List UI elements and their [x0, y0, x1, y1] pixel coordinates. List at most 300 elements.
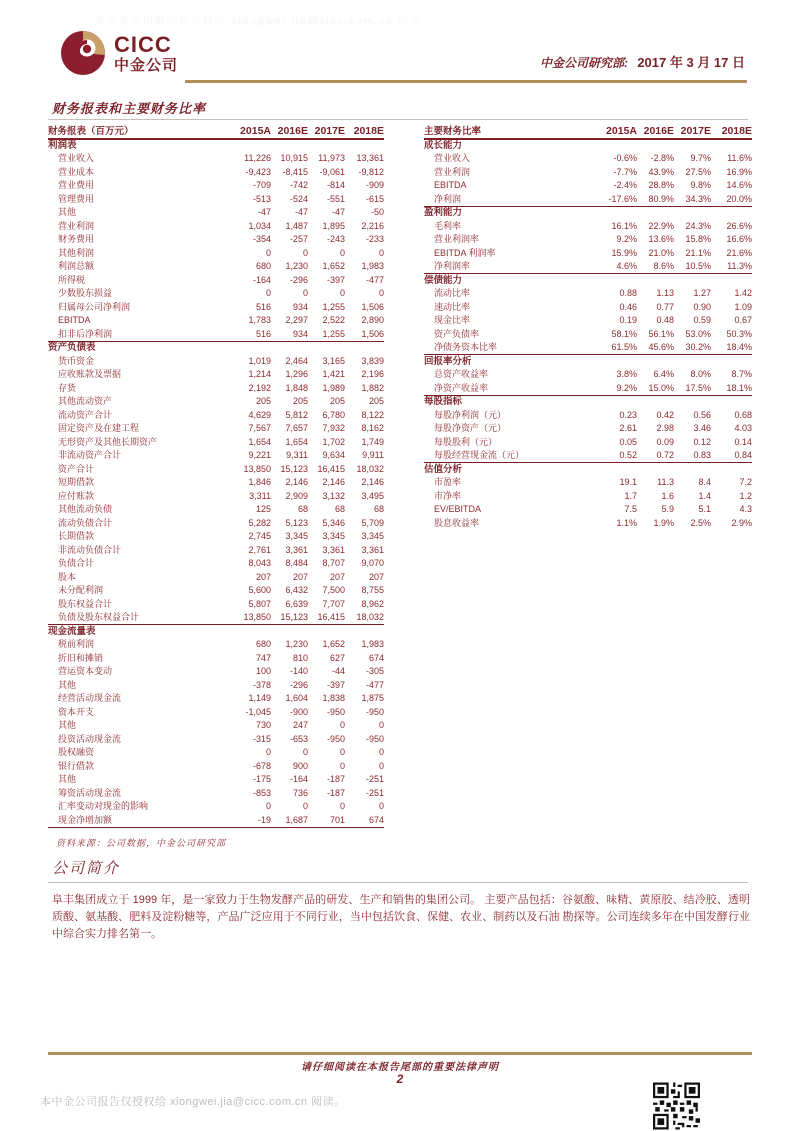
cell-value: 0	[378, 720, 384, 731]
row-label: 折旧和摊销	[58, 652, 104, 663]
right-table-body	[424, 125, 752, 530]
cell-value: -187	[326, 774, 345, 785]
row-label: 营业利润	[58, 220, 95, 231]
row-label: 现金净增加额	[58, 814, 113, 825]
cell-value: 16.1%	[611, 220, 637, 231]
cell-value: 207	[329, 571, 345, 582]
row-label: 货币资金	[58, 355, 95, 366]
cell-value: 6,780	[322, 409, 345, 420]
cell-value: -305	[365, 666, 384, 677]
cell-value: -175	[252, 774, 271, 785]
cell-value: 3,311	[249, 490, 271, 501]
cell-value: 7,567	[248, 423, 271, 434]
table-row	[424, 220, 752, 234]
cell-value: 1.4	[698, 490, 711, 501]
cell-value: 11.3	[657, 477, 674, 488]
cell-value: 1,230	[285, 261, 308, 272]
row-label: 股东权益合计	[58, 598, 113, 609]
row-label: 固定资产及在建工程	[58, 423, 140, 434]
cell-value: 0.14	[734, 436, 752, 447]
table-row	[48, 233, 384, 247]
cell-value: 18.4%	[726, 342, 752, 352]
cell-value: 10,915	[280, 153, 308, 164]
cell-value: 1,230	[285, 639, 308, 650]
section-header-row	[424, 463, 752, 477]
cell-value: 0.72	[656, 450, 674, 460]
row-label: 营运资本变动	[58, 666, 113, 677]
cell-value: -9,061	[319, 166, 345, 177]
cell-value: 1,882	[361, 382, 384, 393]
table-row	[48, 517, 384, 531]
row-label: 未分配利润	[58, 585, 104, 596]
section-header-row	[424, 206, 752, 220]
table-row	[424, 517, 752, 531]
cicc-logo-icon	[60, 30, 106, 76]
row-label: 每股经营现金流（元）	[434, 450, 525, 460]
cell-value: 7,707	[322, 598, 345, 609]
cell-value: 0.83	[693, 450, 711, 460]
table-row	[424, 409, 752, 423]
cell-value: 1.13	[656, 288, 674, 299]
cell-value: 205	[329, 396, 345, 407]
cell-value: 2.5%	[690, 517, 711, 528]
row-label: 速动比率	[434, 301, 471, 312]
cell-value: -477	[365, 679, 384, 690]
cell-value: 18,032	[356, 463, 384, 474]
row-label: 其他	[58, 774, 77, 785]
row-label: 汇率变动对现金的影响	[58, 801, 149, 812]
row-label: EV/EBITDA	[434, 504, 482, 515]
cell-value: 7,500	[322, 585, 345, 596]
cell-value: 1.09	[734, 301, 752, 312]
cell-value: -678	[252, 760, 271, 771]
cell-value: -950	[326, 706, 345, 717]
cell-value: 1,895	[322, 220, 345, 231]
cell-value: 0	[378, 747, 384, 758]
cell-value: 15.0%	[648, 382, 674, 393]
table-row	[48, 490, 384, 504]
row-label: 总资产收益率	[434, 369, 489, 380]
cell-value: 0.23	[619, 409, 637, 420]
cell-value: 0	[339, 288, 345, 299]
cell-value: 0.09	[656, 436, 674, 447]
cell-value: 1,989	[322, 382, 345, 393]
row-label: 财务费用	[58, 234, 95, 245]
year-column-header: 2015A	[606, 125, 637, 137]
cell-value: 1,214	[248, 369, 271, 380]
table-row	[48, 706, 384, 720]
table-row	[48, 395, 384, 409]
cell-value: -397	[326, 274, 345, 285]
cell-value: 680	[255, 261, 271, 272]
cell-value: 13,850	[243, 612, 271, 622]
row-label: 净利润	[434, 193, 462, 204]
cell-value: 2,216	[361, 220, 384, 231]
row-label: 筹资活动现金流	[58, 787, 122, 798]
cell-value: 2,522	[322, 315, 345, 326]
cell-value: 6.4%	[653, 369, 674, 380]
cell-value: 26.6%	[726, 220, 752, 231]
cell-value: 0	[378, 801, 384, 812]
cell-value: 3,361	[322, 544, 345, 555]
table-row	[48, 301, 384, 315]
table-row	[424, 152, 752, 166]
table-row	[424, 260, 752, 274]
cell-value: -315	[252, 733, 271, 744]
cell-value: -513	[252, 193, 271, 204]
cell-value: 205	[368, 396, 384, 407]
table-row	[48, 530, 384, 544]
cell-value: 900	[292, 760, 308, 771]
cell-value: 0	[378, 247, 384, 258]
table-row	[424, 166, 752, 180]
cell-value: 0.42	[656, 409, 674, 420]
cell-value: 3,165	[322, 355, 345, 366]
cell-value: 4.03	[734, 423, 752, 434]
table-row	[48, 179, 384, 193]
table-row	[48, 193, 384, 207]
table-row	[48, 746, 384, 760]
table-row	[48, 287, 384, 301]
cell-value: -814	[326, 180, 345, 191]
cell-value: -909	[365, 180, 384, 191]
table-row	[48, 503, 384, 517]
cell-value: -1,045	[245, 706, 271, 717]
table-row	[48, 463, 384, 477]
table-row	[48, 409, 384, 423]
cell-value: 1,654	[248, 436, 271, 447]
table-row	[48, 665, 384, 679]
cell-value: 207	[368, 571, 384, 582]
cell-value: 0	[302, 747, 308, 758]
cell-value: 205	[292, 396, 308, 407]
section-name: 回报率分析	[424, 355, 472, 367]
cell-value: -257	[289, 234, 308, 245]
section-name: 现金流量表	[48, 625, 96, 637]
cell-value: -47	[294, 207, 308, 218]
cell-value: 1,034	[248, 220, 271, 231]
cell-value: 0	[302, 801, 308, 812]
table-row	[424, 233, 752, 247]
cell-value: -853	[252, 787, 271, 798]
cell-value: 0.19	[619, 315, 637, 326]
cell-value: -47	[257, 207, 271, 218]
table-header-row	[48, 125, 384, 139]
cell-value: 1,296	[285, 369, 308, 380]
table-row	[48, 436, 384, 450]
cell-value: 0	[265, 747, 271, 758]
cell-value: 0	[339, 720, 345, 731]
row-label: 利润总额	[58, 261, 95, 272]
cell-value: 1,749	[361, 436, 384, 447]
cell-value: 205	[255, 396, 271, 407]
cell-value: 8.7%	[731, 369, 752, 380]
cell-value: 20.0%	[726, 193, 752, 204]
cell-value: 1,846	[248, 477, 271, 488]
company-profile-body: 阜丰集团成立于 1999 年，是一家致力于生物发酵产品的研发、生产和销售的集团公司。 主要产品包括：谷氨酸、味精、黄原胶、结冷胶、透明质酸、氨基酸、肥料及淀粉糖等，产品广泛应用于不同行业，当中包括饮食、保健、农业、制药以及石油 勘探等。公司连续多年在中国发酵行业中综合实力排名第一。	[52, 894, 750, 941]
logo-cn-label: 中金公司	[114, 56, 179, 74]
cell-value: -296	[289, 274, 308, 285]
cell-value: 0	[265, 288, 271, 299]
table-row	[424, 179, 752, 193]
row-label: 资产负债率	[434, 328, 480, 339]
row-label: 非流动负债合计	[58, 544, 122, 555]
table-row	[48, 557, 384, 571]
cell-value: 9.8%	[690, 180, 711, 191]
cell-value: -7.7%	[613, 166, 637, 177]
section-name: 每股指标	[424, 396, 463, 408]
cell-value: 8,755	[361, 585, 384, 596]
table-row	[48, 598, 384, 612]
table-row	[48, 247, 384, 261]
cell-value: 10.5%	[685, 261, 711, 271]
logo-text	[114, 31, 179, 74]
cell-value: 9,311	[286, 450, 308, 461]
row-label: EBITDA 利润率	[434, 247, 496, 258]
cell-value: 0.46	[619, 301, 637, 312]
cell-value: 8,962	[361, 598, 384, 609]
cell-value: 0	[339, 247, 345, 258]
cell-value: -19	[257, 814, 271, 825]
cell-value: -17.6%	[608, 193, 637, 204]
table-row	[48, 260, 384, 274]
cell-value: 5,123	[285, 517, 308, 528]
cell-value: 2,297	[285, 315, 308, 326]
cell-value: 1,255	[322, 301, 345, 312]
page-number: 2	[396, 1072, 404, 1086]
row-label: 其他流动资产	[58, 396, 113, 407]
cell-value: 730	[255, 720, 271, 731]
cell-value: 6,432	[285, 585, 308, 596]
table-row	[48, 166, 384, 180]
cell-value: 2,745	[248, 531, 271, 542]
cell-value: 11.3%	[727, 261, 752, 271]
row-label: 负债合计	[58, 558, 95, 569]
table-row	[48, 760, 384, 774]
cell-value: 1,487	[285, 220, 308, 231]
cell-value: 2.9%	[731, 517, 752, 528]
cell-value: 9.2%	[616, 382, 637, 393]
cell-value: 100	[255, 666, 271, 677]
cell-value: 1,654	[285, 436, 308, 447]
cell-value: 13.6%	[648, 234, 674, 245]
header-research-dept	[540, 52, 745, 71]
row-label: 营业费用	[58, 180, 95, 191]
cell-value: 0.05	[619, 436, 637, 447]
cell-value: 15.9%	[611, 247, 637, 258]
header-logo	[60, 30, 178, 76]
row-label: 流动负债合计	[58, 517, 113, 528]
cell-value: 68	[297, 504, 308, 515]
cell-value: 45.6%	[648, 342, 674, 352]
table-row	[424, 476, 752, 490]
cell-value: 9,070	[361, 558, 384, 569]
cell-value: 934	[292, 301, 308, 312]
cell-value: 1.2	[739, 490, 752, 501]
cell-value: 1,506	[361, 301, 384, 312]
cell-value: -950	[365, 733, 384, 744]
cell-value: 61.5%	[611, 342, 637, 352]
row-label: 营业利润率	[434, 234, 480, 245]
cell-value: 5,709	[361, 517, 384, 528]
cell-value: 5.1	[698, 504, 711, 515]
cell-value: 125	[255, 504, 271, 515]
cell-value: 674	[368, 814, 384, 825]
cell-value: 16,415	[317, 463, 345, 474]
section-name: 估值分析	[424, 463, 463, 475]
cell-value: 7,932	[322, 423, 345, 434]
row-label: 流动资产合计	[58, 409, 113, 420]
cell-value: 2,909	[285, 490, 308, 501]
table-row	[48, 368, 384, 382]
cell-value: -615	[365, 193, 384, 204]
table-title: 主要财务比率	[424, 125, 482, 137]
cell-value: -950	[326, 733, 345, 744]
cell-value: -9,812	[358, 166, 384, 177]
dept-label: 中金公司研究部:	[539, 56, 628, 70]
table-row	[48, 733, 384, 747]
table-row	[48, 152, 384, 166]
cell-value: 9,221	[248, 450, 271, 461]
cell-value: 2.98	[656, 423, 674, 434]
cell-value: -50	[370, 207, 384, 218]
row-label: 股权融资	[58, 747, 95, 758]
financial-ratios-table	[424, 125, 752, 530]
table-row	[48, 328, 384, 342]
cell-value: -8,415	[282, 166, 308, 177]
section-header-row	[424, 355, 752, 369]
cell-value: -2.4%	[613, 180, 637, 191]
table-row	[424, 490, 752, 504]
cell-value: 4,629	[248, 409, 271, 420]
cell-value: 2,192	[248, 382, 271, 393]
cell-value: -653	[289, 733, 308, 744]
cell-value: 0	[339, 760, 345, 771]
year-column-header: 2018E	[721, 125, 752, 137]
cell-value: -9,423	[245, 166, 271, 177]
cell-value: -378	[252, 679, 271, 690]
cell-value: -551	[326, 193, 345, 204]
row-label: 净利润率	[434, 261, 471, 271]
cell-value: 0.84	[734, 450, 752, 460]
table-row	[48, 773, 384, 787]
cell-value: -187	[326, 787, 345, 798]
cell-value: 2,146	[322, 477, 345, 488]
cell-value: -354	[252, 234, 271, 245]
table-row	[48, 355, 384, 369]
cell-value: 1.6	[661, 490, 674, 501]
cell-value: 8,162	[361, 423, 384, 434]
table-row	[424, 382, 752, 396]
cell-value: 80.9%	[648, 193, 674, 204]
section-header-row	[48, 625, 384, 639]
cell-value: 58.1%	[611, 328, 637, 339]
cell-value: -2.8%	[650, 153, 674, 164]
row-label: 负债及股东权益合计	[58, 612, 140, 622]
cell-value: 9.2%	[616, 234, 637, 245]
cell-value: 1,255	[322, 328, 345, 339]
row-label: 其他利润	[58, 247, 95, 258]
cell-value: 0.56	[693, 409, 711, 420]
table-row	[48, 611, 384, 625]
table-row	[48, 679, 384, 693]
row-label: 应付账款	[58, 490, 95, 501]
table-title: 财务报表（百万元）	[48, 125, 134, 137]
cell-value: -251	[365, 787, 384, 798]
cell-value: 5,346	[322, 517, 345, 528]
table-row	[48, 274, 384, 288]
row-label: 少数股东损益	[58, 288, 113, 299]
row-label: 投资活动现金流	[58, 733, 122, 744]
cell-value: 24.3%	[685, 220, 711, 231]
cell-value: 1.7	[624, 490, 637, 501]
year-column-header: 2015A	[240, 125, 271, 137]
cell-value: 9,634	[322, 450, 345, 461]
cell-value: 1.9%	[653, 517, 674, 528]
section-name: 利润表	[48, 140, 77, 151]
row-label: 股息收益率	[434, 517, 480, 528]
cell-value: 1,875	[361, 693, 384, 704]
cell-value: -950	[365, 706, 384, 717]
table-row	[48, 449, 384, 463]
cell-value: 810	[292, 652, 308, 663]
section-header-row	[48, 341, 384, 355]
row-label: 营业成本	[58, 166, 95, 177]
row-label: 其他	[58, 679, 77, 690]
cell-value: 0.90	[693, 301, 711, 312]
cell-value: 1.42	[734, 288, 752, 299]
year-column-header: 2018E	[353, 125, 384, 137]
company-profile-title: 公司简介	[52, 860, 121, 877]
cell-value: 674	[368, 652, 384, 663]
cell-value: -164	[289, 774, 308, 785]
cell-value: 3,839	[361, 355, 384, 366]
row-label: 流动比率	[434, 288, 471, 299]
cell-value: 0	[339, 747, 345, 758]
table-row	[424, 193, 752, 207]
cell-value: 15.8%	[685, 234, 711, 245]
row-label: 银行借款	[58, 760, 95, 771]
cell-value: -296	[289, 679, 308, 690]
row-label: 税前利润	[58, 639, 95, 650]
table-row	[48, 814, 384, 828]
cell-value: 16.6%	[726, 234, 752, 245]
cell-value: 747	[255, 652, 271, 663]
cell-value: 5,282	[248, 517, 271, 528]
cell-value: 3,495	[361, 490, 384, 501]
table-header-row	[424, 125, 752, 139]
cell-value: 8,122	[361, 409, 384, 420]
cell-value: 2,146	[285, 477, 308, 488]
table-row	[424, 328, 752, 342]
cell-value: -164	[252, 274, 271, 285]
cell-value: 3,345	[322, 531, 345, 542]
cell-value: -477	[365, 274, 384, 285]
year-column-header: 2016E	[277, 125, 308, 137]
cell-value: 0.88	[619, 288, 637, 299]
cell-value: 0	[378, 760, 384, 771]
cell-value: 7.2	[739, 477, 752, 488]
cell-value: 516	[255, 328, 271, 339]
table-row	[48, 314, 384, 328]
cell-value: 0.52	[619, 450, 637, 460]
cell-value: 2,890	[361, 315, 384, 326]
cell-value: 2,146	[361, 477, 384, 488]
year-column-header: 2016E	[643, 125, 674, 137]
table-row	[48, 206, 384, 220]
cell-value: 0.67	[734, 315, 752, 326]
cell-value: 1,983	[361, 261, 384, 272]
